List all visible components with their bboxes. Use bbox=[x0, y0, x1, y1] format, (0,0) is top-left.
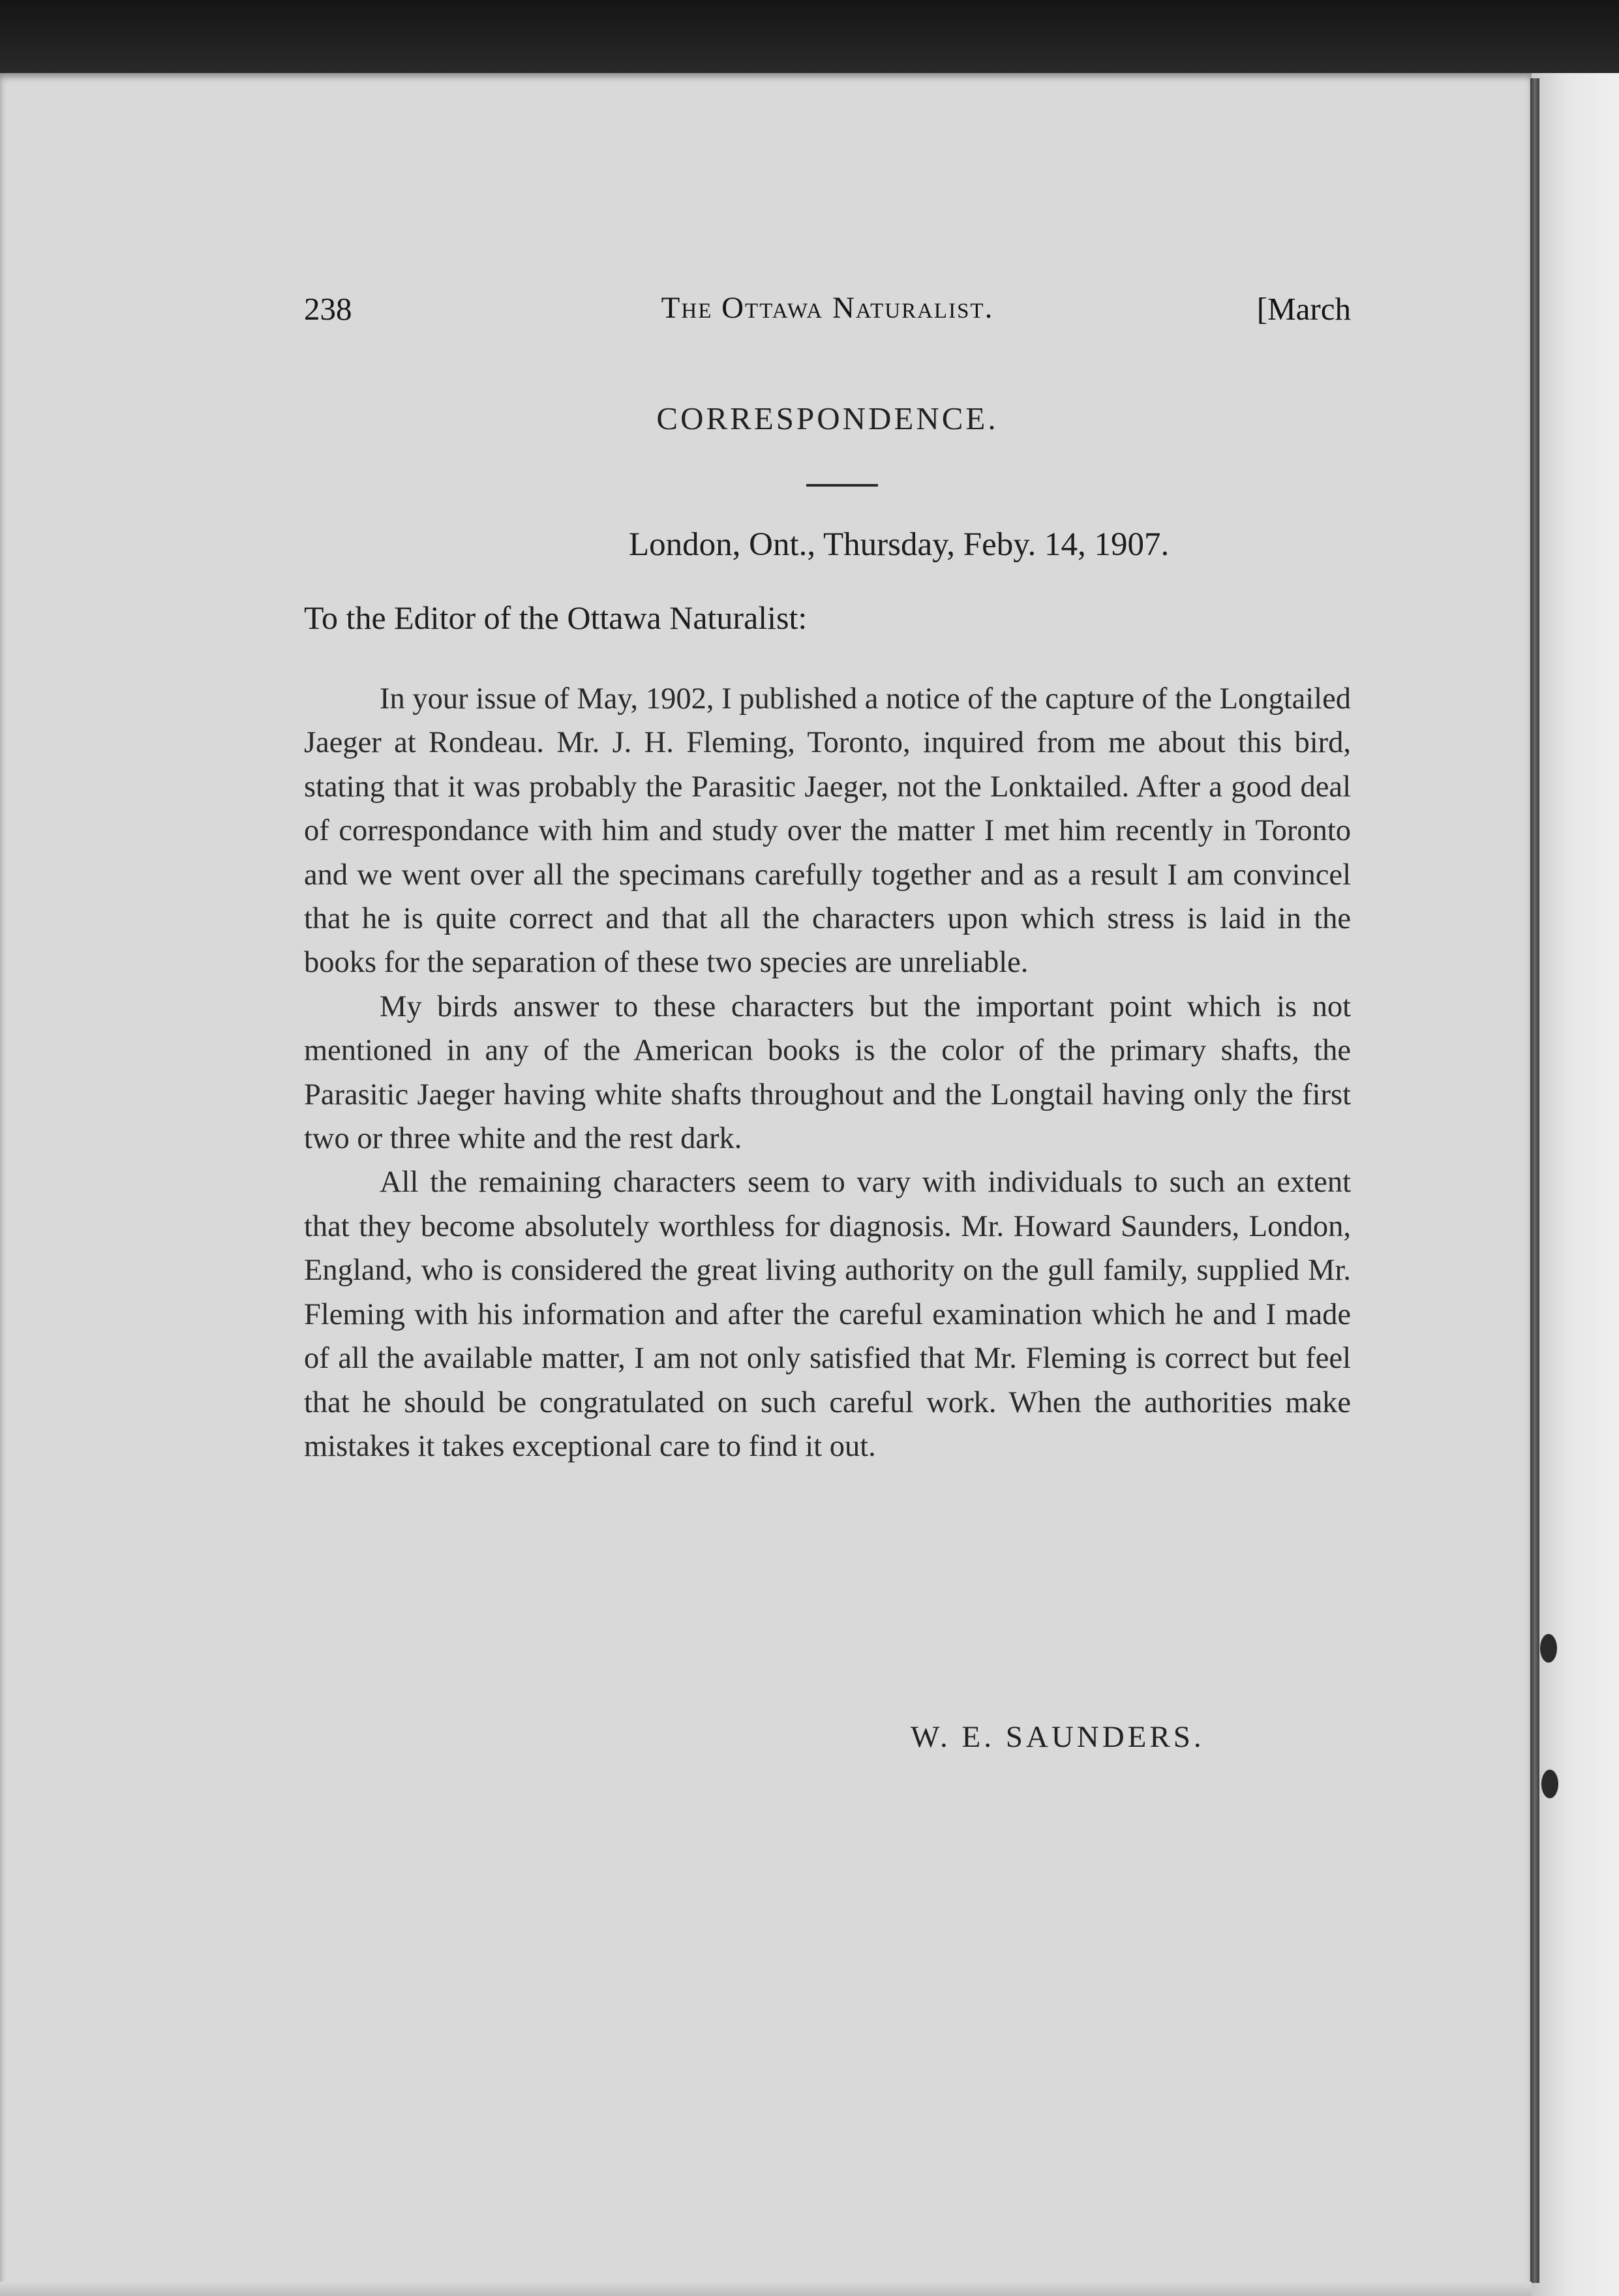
issue-month: [March bbox=[1256, 291, 1351, 327]
page-edge bbox=[1532, 73, 1619, 2296]
letter-paragraph-3: All the remaining characters seem to vary with individuals to such an extent that they become absolutely worthless for diagnosis. Mr. Howard Saunders, London, England, who is considered the great living authority on the gull family, supplied Mr. Fleming with his information and after the careful examination which he and I made of all the available matter, I am not only satisfied that Mr. Fleming is correct but feel that he should be congratulated on such careful work. When the authorities make mistakes it takes exceptional care to find it out. bbox=[304, 1166, 1351, 1463]
letter-paragraph-1: In your issue of May, 1902, I published a notice of the capture of the Longtailed Jaeger at Rondeau. Mr. J. H. Fleming, Toronto, inquired from me about this bird, stating that it was probably the Parasitic Jaeger, not the Lonktailed. After a good deal of correspondance with him and study over the matter I met him recently in Toronto and we went over all the specimans carefully together and as a result I am convincel that he is quite correct and that all the characters upon which stress is laid in the books for the separation of these two species are unreliable. bbox=[304, 682, 1351, 980]
journal-title: The Ottawa Naturalist. bbox=[661, 291, 994, 325]
letter-salutation: To the Editor of the Ottawa Naturalist: bbox=[304, 599, 808, 636]
page-number: 238 bbox=[304, 291, 352, 327]
scan-top-border bbox=[0, 0, 1619, 77]
section-title: CORRESPONDENCE. bbox=[656, 400, 999, 436]
letter-body bbox=[304, 677, 1351, 1468]
running-header bbox=[304, 290, 1351, 336]
binding-line bbox=[1530, 78, 1539, 2283]
binding-mark-upper bbox=[1540, 1634, 1557, 1663]
page-bottom-shade bbox=[0, 2282, 1532, 2296]
letter-paragraph-2: My birds answer to these characters but the important point which is not mentioned in any of the American books is the color of the primary shafts, the Parasitic Jaeger having white shafts throughout and the Longtail having only the first two or three white and the rest dark. bbox=[304, 989, 1351, 1156]
binding-mark-lower bbox=[1541, 1770, 1558, 1798]
title-rule bbox=[806, 484, 878, 487]
letter-dateline: London, Ont., Thursday, Feby. 14, 1907. bbox=[629, 526, 1170, 563]
letter-signature: W. E. SAUNDERS. bbox=[911, 1720, 1205, 1754]
